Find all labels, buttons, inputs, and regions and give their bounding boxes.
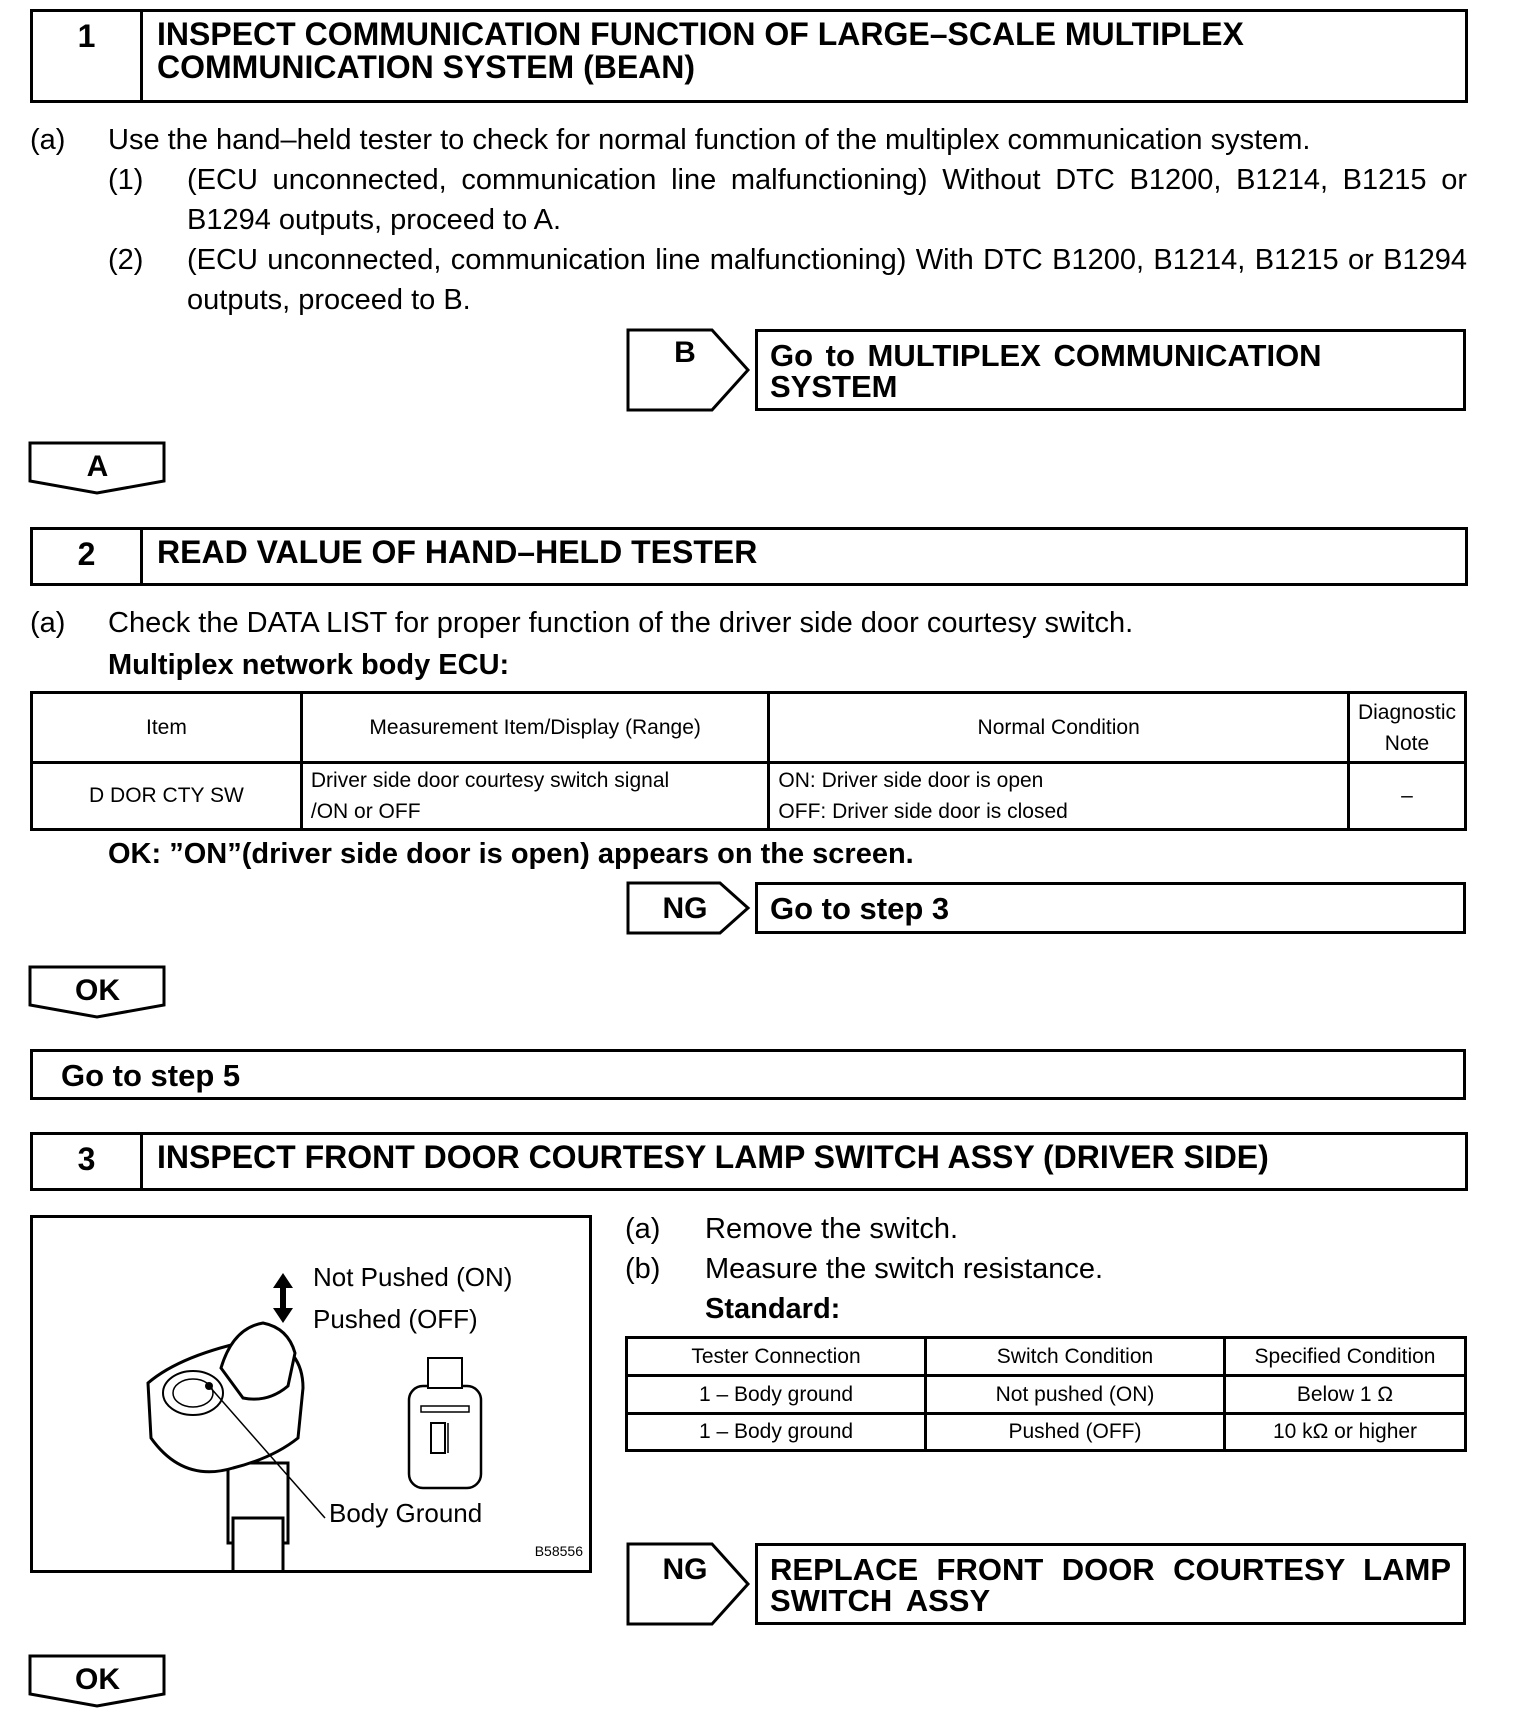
branch-tag-label: NG [662,1553,708,1586]
result-tab-label: OK [75,974,120,1007]
table-cell: 1 – Body ground [627,1376,926,1414]
table-cell [769,763,1349,830]
label-not-pushed: Not Pushed (ON) [313,1262,513,1292]
subheading: Multiplex network body ECU: [108,649,510,681]
item-label: (a) [30,607,66,639]
resistance-table [625,1336,1467,1452]
table-cell: D DOR CTY SW [32,763,302,830]
item-label: (a) [625,1213,661,1245]
instruction-text: Remove the switch. [705,1213,959,1245]
instruction-text: Use the hand–held tester to check for normal function of the multiplex communication system. [108,124,1311,156]
cell-line: ON: Driver side door is open [778,769,1044,792]
step-1-header [30,9,1468,103]
figure-id: B58556 [534,1543,583,1559]
item-label: (b) [625,1253,661,1285]
table-header: Item [32,693,302,763]
step-number: 1 [33,12,143,100]
table-header: Switch Condition [926,1338,1225,1376]
table-cell: Pushed (OFF) [926,1414,1225,1451]
switch-illustration [30,1215,592,1573]
branch-tag-label: B [674,336,696,369]
branch-tag-label: NG [662,892,708,925]
cell-line: /ON or OFF [310,800,421,823]
step-title: READ VALUE OF HAND–HELD TESTER [157,534,758,570]
item-label: (1) [108,164,144,196]
branch-destination-box: REPLACE FRONT DOOR COURTESY LAMP SWITCH ASSY [755,1543,1466,1625]
cell-line: OFF: Driver side door is closed [778,800,1068,823]
table-row [627,1376,1466,1414]
table-cell: 1 – Body ground [627,1414,926,1451]
instruction-text: (ECU unconnected, communication line malfunctioning) Without DTC B1200, B1214, B1215 or B1294 outputs, proceed to A. [187,164,1467,236]
branch-destination-box: Go to MULTIPLEX COMMUNICATION SYSTEM [755,329,1466,411]
table-header: Normal Condition [769,693,1349,763]
instruction-text: Check the DATA LIST for proper function of the driver side door courtesy switch. [108,607,1134,639]
table-cell: Below 1 Ω [1225,1376,1466,1414]
step-3-header [30,1132,1468,1191]
step-2-header [30,527,1468,586]
step-number: 3 [33,1135,143,1188]
table-cell: Not pushed (ON) [926,1376,1225,1414]
ok-criteria: OK: ”ON”(driver side door is open) appears on the screen. [108,838,914,870]
step-title: INSPECT COMMUNICATION FUNCTION OF LARGE–SCALE MULTIPLEX COMMUNICATION SYSTEM (BEAN) [157,16,1244,85]
connector-icon [409,1358,481,1488]
result-tab-label: A [86,450,109,483]
item-label: (2) [108,244,144,276]
data-list-table [30,691,1467,831]
table-row [32,763,1466,830]
table-header: Specified Condition [1225,1338,1466,1376]
table-cell: 10 kΩ or higher [1225,1414,1466,1451]
table-header: Diagnostic Note [1348,693,1465,763]
item-label: (a) [30,124,66,156]
table-header: Tester Connection [627,1338,926,1376]
table-cell [301,763,769,830]
branch-destination-box: Go to step 5 [30,1049,1466,1100]
up-down-arrow-icon [273,1273,293,1323]
branch-destination-box: Go to step 3 [755,882,1466,934]
standard-label: Standard: [705,1293,841,1325]
table-row [627,1414,1466,1451]
cell-line: Driver side door courtesy switch signal [310,769,670,792]
step-number: 2 [33,530,143,583]
step-title: INSPECT FRONT DOOR COURTESY LAMP SWITCH ASSY (DRIVER SIDE) [157,1139,1269,1175]
table-header: Measurement Item/Display (Range) [301,693,769,763]
label-body-ground: Body Ground [329,1498,483,1528]
table-cell: – [1348,763,1465,830]
instruction-text: Measure the switch resistance. [705,1253,1104,1285]
label-pushed: Pushed (OFF) [313,1304,478,1334]
result-tab-label: OK [75,1663,120,1696]
instruction-text: (ECU unconnected, communication line malfunctioning) With DTC B1200, B1214, B1215 or B1294 outputs, proceed to B. [187,244,1467,316]
